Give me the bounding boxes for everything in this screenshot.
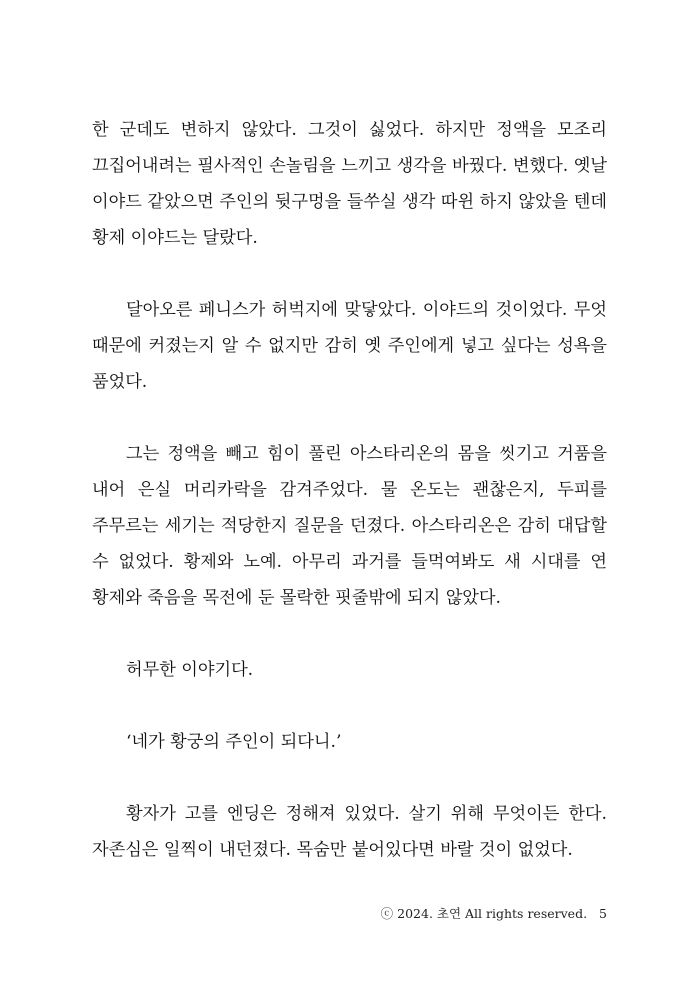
paragraph-2: 달아오른 페니스가 허벅지에 맞닿았다. 이야드의 것이었다. 무엇 때문에 커졌는지 알 수 없지만 감히 옛 주인에게 넣고 싶다는 성욕을 품었다. xyxy=(92,300,607,392)
paragraph-gap xyxy=(92,760,607,796)
copyright-notice: ⓒ 2024. 초연 All rights reserved. xyxy=(380,906,588,921)
paragraph-3: 그는 정액을 빼고 힘이 풀린 아스타리온의 몸을 씻기고 거품을 내어 은실 머리카락을 감겨주었다. 물 온도는 괜찮은지, 두피를 주무르는 세기는 적당한지 질문을 던졌다. 아스타리온은 감히 대답할 수 없었다. 황제와 노예. 아무리 과거를 들먹여봐도 새 시대를 연 황제와 죽음을 목전에 둔 몰락한 핏줄밖에 되지 않았다. xyxy=(92,444,607,608)
paragraph-gap xyxy=(92,400,607,436)
paragraph-gap xyxy=(92,616,607,652)
document-body xyxy=(92,112,607,868)
page-footer xyxy=(381,904,607,922)
paragraph-gap xyxy=(92,688,607,724)
paragraph-5-quote: ‘네가 황궁의 주인이 되다니.’ xyxy=(126,732,342,752)
paragraph-1: 한 군데도 변하지 않았다. 그것이 싫었다. 하지만 정액을 모조리 끄집어내려는 필사적인 손놀림을 느끼고 생각을 바꿨다. 변했다. 옛날 이야드 같았으면 주인의 뒷구멍을 들쑤실 생각 따윈 하지 않았을 텐데 황제 이야드는 달랐다. xyxy=(92,120,607,248)
paragraph-6: 황자가 고를 엔딩은 정해져 있었다. 살기 위해 무엇이든 한다. 자존심은 일찍이 내던졌다. 목숨만 붙어있다면 바랄 것이 없었다. xyxy=(92,804,607,860)
page-number: 5 xyxy=(599,906,607,921)
paragraph-4: 허무한 이야기다. xyxy=(126,660,254,680)
paragraph-gap xyxy=(92,256,607,292)
